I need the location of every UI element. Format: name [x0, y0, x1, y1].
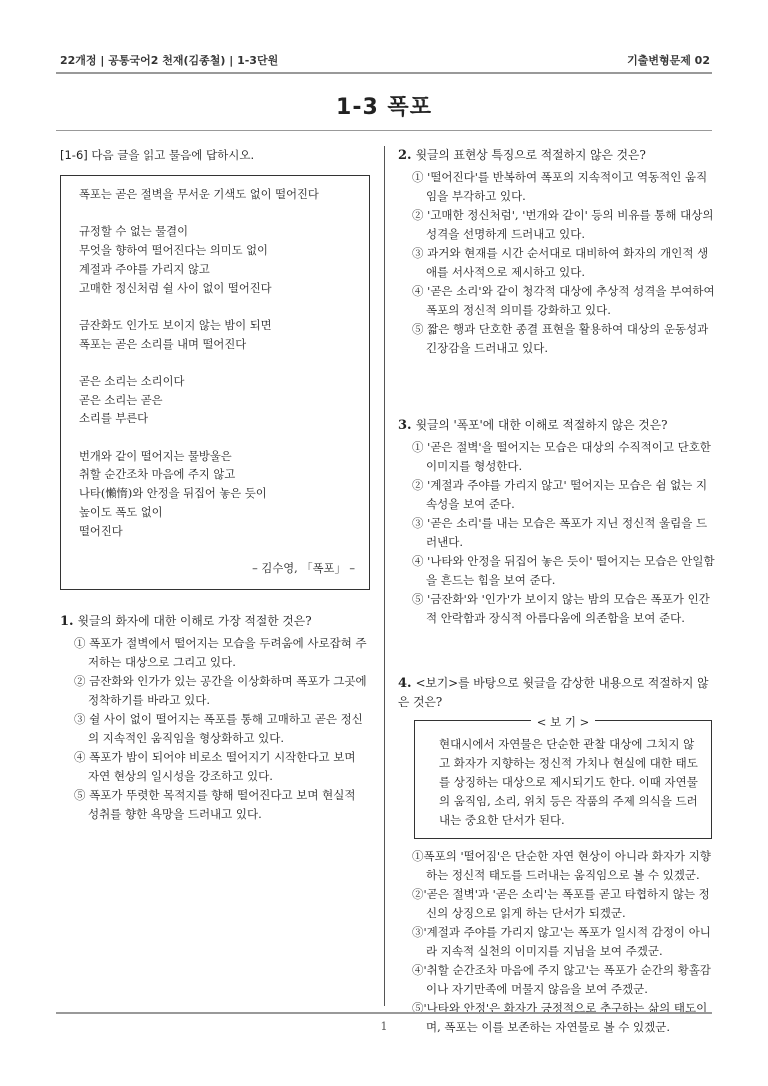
poem-line: 나타(懶惰)와 안정을 뒤집어 놓은 듯이 [79, 487, 267, 501]
answer-choice[interactable]: ① '떨어진다'를 반복하여 폭포의 지속적이고 역동적인 움직임을 부각하고 있다. [412, 170, 708, 203]
question-stem [398, 416, 716, 435]
header-divider [56, 72, 712, 74]
answer-choice[interactable]: ⑤ '금잔화'와 '인가'가 보이지 않는 밤의 모습은 폭포가 인간적 안락함과 장식적 아름다움에 의존함을 보여 준다. [412, 592, 710, 625]
question-number: 2. [398, 148, 412, 163]
poem-line: 떨어진다 [79, 524, 123, 538]
bogi-label: < 보 기 > [415, 713, 711, 732]
poem-line: 무엇을 향하여 떨어진다는 의미도 없이 [79, 244, 268, 258]
answer-choice[interactable]: ④ '나타와 안정을 뒤집어 놓은 듯이' 떨어지는 모습은 안일함을 흔드는 힘을 보여 준다. [412, 554, 715, 587]
answer-choice[interactable]: ② '계절과 주야를 가리지 않고' 떨어지는 모습은 쉼 없는 지속성을 보여 준다. [412, 478, 708, 511]
question-text: 윗글의 '폭포'에 대한 이해로 적절하지 않은 것은? [415, 418, 668, 432]
poem-line: 폭포는 곧은 소리를 내며 떨어진다 [79, 337, 247, 351]
question-3 [398, 416, 716, 628]
answer-choice[interactable]: ②'곧은 절벽'과 '곧은 소리'는 폭포를 곧고 타협하지 않는 정신의 상징으로 읽게 하는 단서가 되겠군. [412, 887, 710, 920]
question-number: 3. [398, 418, 412, 433]
page-title: 1-3 폭포 [336, 95, 432, 120]
title-divider [56, 130, 712, 131]
stanza [79, 448, 355, 542]
question-text: 윗글의 표현상 특징으로 적절하지 않은 것은? [415, 148, 646, 162]
stanza [79, 186, 355, 205]
answer-choice[interactable]: ①폭포의 '떨어짐'은 단순한 자연 현상이 아니라 화자가 지향하는 정신적 태도를 드러내는 움직임으로 볼 수 있겠군. [412, 849, 711, 882]
bogi-text: 현대시에서 자연물은 단순한 관찰 대상에 그치지 않고 화자가 지향하는 정신적 가치나 현실에 대한 태도를 상징하는 대상으로 제시되기도 한다. 이때 자연물의 움직임, 소리, 위치 등은 작품의 주제 의식을 드러내는 중요한 단서가 된다. [439, 737, 698, 827]
answer-choice[interactable]: ④ 폭포가 밤이 되어야 비로소 떨어지기 시작한다고 보며 자연 현상의 일시성을 강조하고 있다. [74, 749, 356, 783]
poem-line: 규정할 수 없는 물결이 [79, 225, 188, 239]
question-text: <보기>를 바탕으로 윗글을 감상한 내용으로 적절하지 않은 것은? [398, 676, 709, 709]
header-left: 22개정 | 공통국어2 천재(김종철) | 1-3단원 [60, 54, 279, 67]
poem-credit: – 김수영, 「폭포」 – [252, 561, 355, 575]
answer-choice[interactable]: ③ 쉴 사이 없이 떨어지는 폭포를 통해 고매하고 곧은 정신의 지속적인 움직임을 형상화하고 있다. [74, 711, 363, 745]
instruction: [1-6] 다음 글을 읽고 물음에 답하시오. [60, 148, 255, 162]
poem-line: 취할 순간조차 마음에 주지 않고 [79, 468, 236, 482]
answer-choice[interactable]: ⑤ 폭포가 뚜렷한 목적지를 향해 떨어진다고 보며 현실적 성취를 향한 욕망을 드러내고 있다. [74, 787, 356, 821]
poem-line: 소리를 부른다 [79, 412, 149, 426]
question-number: 4. [398, 676, 412, 691]
stanza [79, 317, 355, 354]
poem-line: 폭포는 곧은 절벽을 무서운 기색도 없이 떨어진다 [79, 188, 319, 201]
poem-line: 금잔화도 인가도 보이지 않는 밤이 되면 [79, 318, 272, 332]
poem-passage [60, 175, 370, 590]
answer-choice[interactable]: ① '곧은 절벽'을 떨어지는 모습은 대상의 수직적이고 단호한 이미지를 형성한다. [412, 440, 711, 473]
answer-choice[interactable]: ② 금잔화와 인가가 있는 공간을 이상화하며 폭포가 그곳에 정착하기를 바라고 있다. [74, 673, 367, 707]
stanza [79, 373, 355, 429]
answer-choice[interactable]: ⑤'나타와 안정'은 화자가 긍정적으로 추구하는 삶의 태도이며, 폭포는 이를 보존하는 자연물로 볼 수 있겠군. [412, 1001, 708, 1034]
bogi-box [414, 715, 712, 839]
answer-choice[interactable]: ④ '곧은 소리'와 같이 청각적 대상에 추상적 성격을 부여하여 폭포의 정신적 의미를 강화하고 있다. [412, 284, 715, 317]
answer-choice[interactable]: ① 폭포가 절벽에서 떨어지는 모습을 두려움에 사로잡혀 주저하는 대상으로 그리고 있다. [74, 635, 367, 669]
footer-divider [56, 1012, 712, 1014]
right-column [398, 146, 716, 1037]
question-2 [398, 146, 716, 358]
stanza [79, 223, 355, 298]
poem-line: 계절과 주야를 가리지 않고 [79, 262, 210, 276]
question-stem [398, 674, 716, 712]
question-text: 윗글의 화자에 대한 이해로 가장 적절한 것은? [77, 613, 312, 628]
poem-line: 곧은 소리는 소리이다 [79, 374, 185, 388]
question-4 [398, 674, 716, 1037]
question-1 [60, 612, 370, 824]
answer-choice[interactable]: ③'계절과 주야를 가리지 않고'는 폭포가 일시적 감정이 아니라 지속적 실천의 이미지를 지님을 보여 주겠군. [412, 925, 711, 958]
poem-line: 높이도 폭도 없이 [79, 505, 163, 519]
question-stem [398, 146, 716, 165]
poem-line: 곧은 소리는 곧은 [79, 393, 163, 407]
header-right: 기출변형문제 02 [627, 54, 710, 67]
poem-line: 번개와 같이 떨어지는 물방울은 [79, 449, 232, 463]
answer-choice[interactable]: ② '고매한 정신처럼', '번개와 같이' 등의 비유를 통해 대상의 성격을 선명하게 드러내고 있다. [412, 208, 714, 241]
answer-choice[interactable]: ④'취할 순간조차 마음에 주지 않고'는 폭포가 순간의 황홀감이나 자기만족에 머물지 않음을 보여 주겠군. [412, 963, 711, 996]
answer-choice[interactable]: ③ 과거와 현재를 시간 순서대로 대비하여 화자의 개인적 생애를 서사적으로 제시하고 있다. [412, 246, 709, 279]
question-number: 1. [60, 613, 74, 629]
poem-line: 고매한 정신처럼 쉴 사이 없이 떨어진다 [79, 281, 272, 295]
answer-choice[interactable]: ⑤ 짧은 행과 단호한 종결 표현을 활용하여 대상의 운동성과 긴장감을 드러내고 있다. [412, 322, 709, 355]
column-divider [384, 146, 385, 1006]
answer-choice[interactable]: ③ '곧은 소리'를 내는 모습은 폭포가 지닌 정신적 울림을 드러낸다. [412, 516, 708, 549]
left-column [60, 146, 370, 824]
page-number: 1 [380, 1020, 388, 1033]
question-stem [60, 612, 370, 631]
